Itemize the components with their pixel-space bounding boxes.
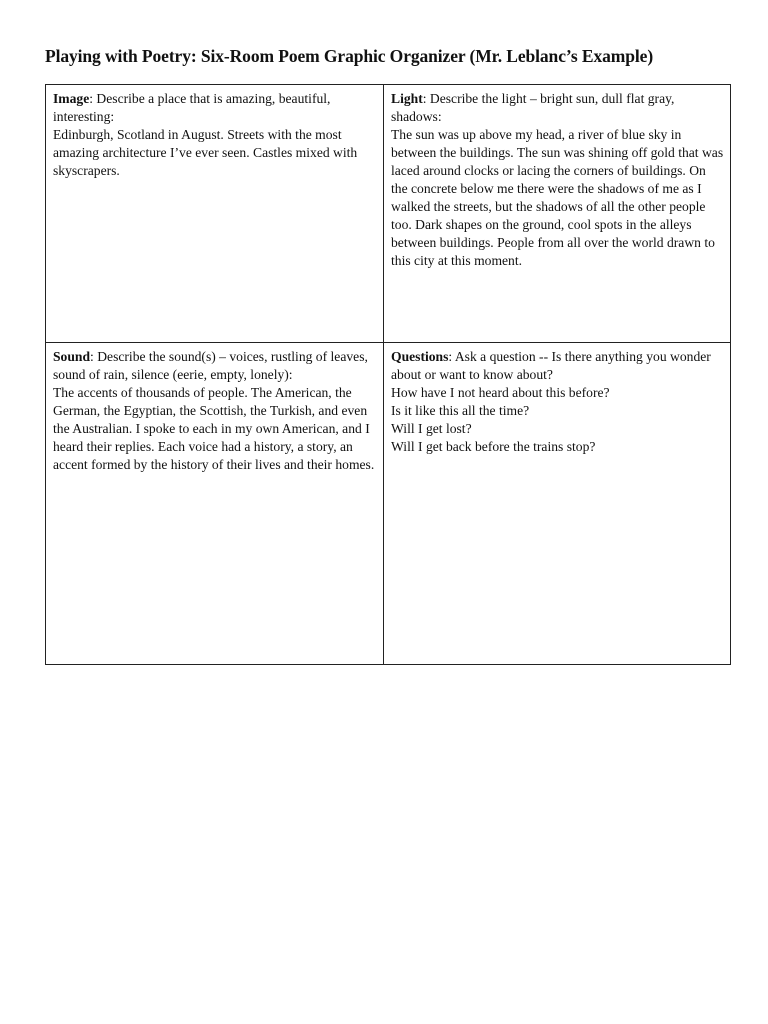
image-room-prompt-text: : Describe a place that is amazing, beautiful, interesting: (53, 91, 331, 124)
questions-room-label: Questions (391, 349, 449, 364)
sound-room-response: The accents of thousands of people. The American, the German, the Egyptian, the Scottish, the Turkish, and even the Australian. I spoke to each in my own American, and I heard their replies. Each voice had a history, a story, an accent formed by the history of their lives and their homes. (53, 385, 375, 472)
sound-room-cell (46, 343, 384, 664)
six-room-organizer-table (45, 84, 731, 665)
image-room-response: Edinburgh, Scotland in August. Streets with the most amazing architecture I’ve ever seen. Castles mixed with skyscrapers. (53, 127, 358, 178)
questions-room-prompt (391, 348, 725, 384)
light-room-label: Light (391, 91, 423, 106)
light-room-prompt (391, 90, 725, 126)
image-room-cell (46, 85, 384, 343)
question-line: Will I get lost? (391, 421, 472, 436)
light-room-cell (384, 85, 731, 343)
sound-room-label: Sound (53, 349, 91, 364)
question-line: How have I not heard about this before? (391, 385, 610, 400)
question-line: Is it like this all the time? (391, 403, 530, 418)
image-room-label: Image (53, 91, 90, 106)
questions-room-prompt-text: : Ask a question -- Is there anything you wonder about or want to know about? (391, 349, 711, 382)
sound-room-prompt-text: : Describe the sound(s) – voices, rustling of leaves, sound of rain, silence (eerie, empty, lonely): (53, 349, 368, 382)
question-line: Will I get back before the trains stop? (391, 439, 596, 454)
image-room-prompt (53, 90, 377, 126)
light-room-prompt-text: : Describe the light – bright sun, dull flat gray, shadows: (391, 91, 675, 124)
questions-room-cell (384, 343, 731, 664)
light-room-response: The sun was up above my head, a river of blue sky in between the buildings. The sun was shining off gold that was laced around clocks or lacing the corners of buildings. On the concrete below me there were the shadows of me as I walked the streets, but the shadows of all the other people too. Dark shapes on the ground, cool spots in the alleys between buildings. People from all over the world drawn to this city at this moment. (391, 127, 724, 268)
page-title: Playing with Poetry: Six-Room Poem Graphic Organizer (Mr. Leblanc’s Example) (45, 46, 654, 66)
sound-room-prompt (53, 348, 377, 384)
